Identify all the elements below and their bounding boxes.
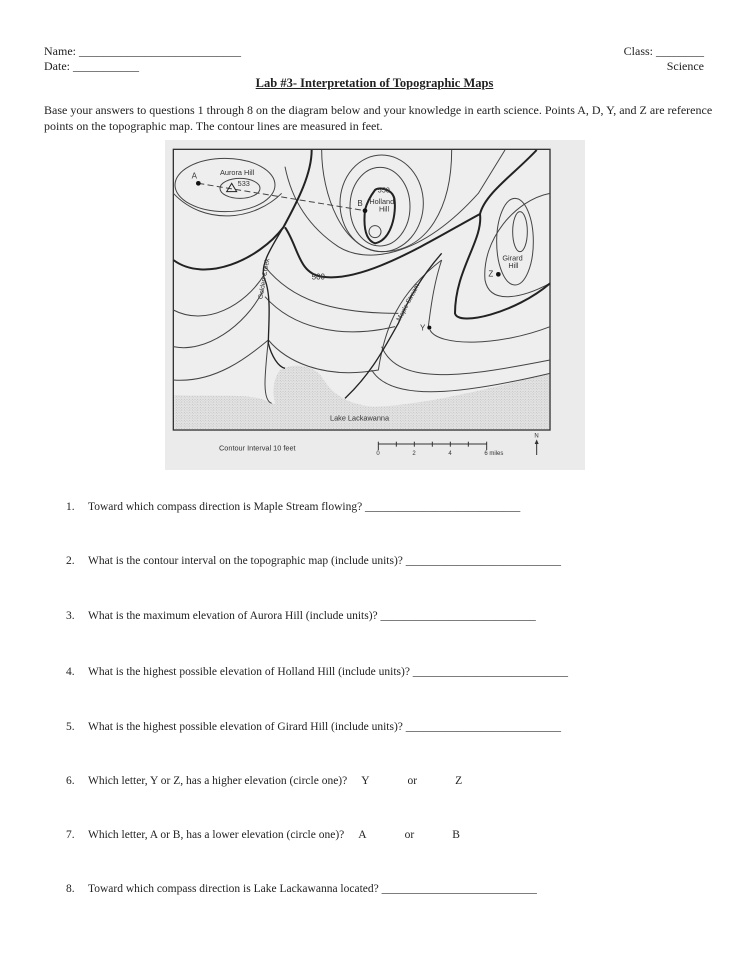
point-b-marker xyxy=(363,208,368,213)
point-b-label: B xyxy=(357,199,363,208)
scale-bar xyxy=(378,442,486,450)
page-title: Lab #3- Interpretation of Topographic Maps xyxy=(255,76,494,90)
question-text: Which letter, A or B, has a lower elevation (circle one)? xyxy=(88,829,345,841)
question-7 xyxy=(66,829,460,841)
scale-label-0: 0 xyxy=(376,451,380,457)
question-text: What is the contour interval on the topographic map (include units)? ___________________________ xyxy=(88,555,562,567)
golden-creek-label: Golden Creek xyxy=(257,258,272,300)
question-5 xyxy=(66,721,561,733)
topographic-map xyxy=(165,140,585,470)
question-text: Toward which compass direction is Maple Stream flowing? ___________________________ xyxy=(88,501,521,513)
class-field[interactable]: Class: ________ xyxy=(623,44,704,58)
question-number: 3. xyxy=(66,610,75,622)
holland-label-2: Hill xyxy=(379,204,390,214)
choice-y[interactable]: Y xyxy=(361,775,370,787)
point-y-marker xyxy=(427,326,431,330)
question-text: What is the maximum elevation of Aurora Hill (include units)? ___________________________ xyxy=(88,610,536,622)
question-number: 8. xyxy=(66,883,75,895)
question-text: Which letter, Y or Z, has a higher elevation (circle one)? xyxy=(88,775,348,787)
subject-label: Science xyxy=(666,59,704,73)
choice-a[interactable]: A xyxy=(358,829,367,841)
question-text: What is the highest possible elevation of Girard Hill (include units)? ___________________________ xyxy=(88,721,562,733)
name-field[interactable]: Name: ___________________________ xyxy=(44,44,241,58)
question-number: 2. xyxy=(66,555,75,567)
or-label: or xyxy=(404,829,415,841)
contour-interval-label: Contour Interval 10 feet xyxy=(219,443,296,453)
date-field[interactable]: Date: ___________ xyxy=(44,59,139,73)
holland-elevation: 550 xyxy=(377,185,390,195)
question-number: 7. xyxy=(66,829,75,841)
scale-label-2: 2 xyxy=(412,451,416,457)
choice-b[interactable]: B xyxy=(452,829,460,841)
aurora-hill-label: Aurora Hill xyxy=(220,168,255,177)
question-1 xyxy=(66,501,520,513)
question-2 xyxy=(66,555,561,567)
girard-label-1: Girard xyxy=(502,253,523,263)
question-text: What is the highest possible elevation of Holland Hill (include units)? ___________________________ xyxy=(88,666,569,678)
or-label: or xyxy=(407,775,418,787)
scale-label-4: 4 xyxy=(448,451,452,457)
question-3 xyxy=(66,610,536,622)
choice-z[interactable]: Z xyxy=(455,775,463,787)
question-6 xyxy=(66,775,462,787)
maple-stream-label: Maple Stream xyxy=(395,282,422,323)
point-a-label: A xyxy=(191,171,198,181)
point-y-label: Y xyxy=(420,323,426,333)
topographic-map-drawing xyxy=(165,140,585,470)
question-number: 1. xyxy=(66,501,75,513)
question-text: Toward which compass direction is Lake Lackawanna located? ___________________________ xyxy=(88,883,537,895)
point-a-marker xyxy=(196,181,201,186)
instructions: Base your answers to questions 1 through 8 on the diagram below and your knowledge in earth science. Points A, D, Y, and Z are reference points on the topographic map. The contour lines are measured in feet. xyxy=(44,103,713,133)
north-arrow-icon xyxy=(535,439,539,455)
holland-label-1: Holland xyxy=(369,197,395,206)
question-number: 4. xyxy=(66,666,75,678)
question-4 xyxy=(66,666,568,678)
point-z-label: Z xyxy=(488,269,494,279)
north-label: N xyxy=(534,433,539,440)
point-z-marker xyxy=(496,272,501,277)
lake-label: Lake Lackawanna xyxy=(330,413,390,423)
contour-500-label: 500 xyxy=(311,272,326,282)
question-number: 6. xyxy=(66,775,75,787)
scale-label-6: 6 miles xyxy=(484,451,504,457)
question-8 xyxy=(66,883,537,895)
girard-label-2: Hill xyxy=(508,261,519,270)
aurora-elevation: 533 xyxy=(237,179,250,188)
question-number: 5. xyxy=(66,721,75,733)
